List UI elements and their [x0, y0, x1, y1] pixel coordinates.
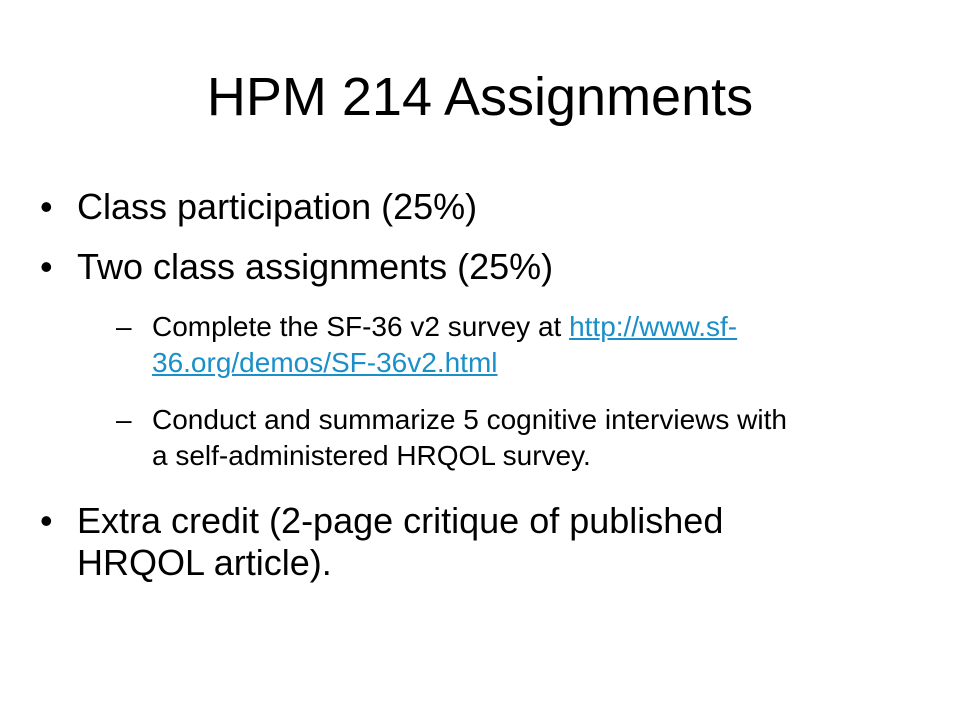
bullet-marker: •: [40, 246, 53, 287]
bullet-marker: •: [40, 500, 53, 541]
bullet-marker: •: [40, 186, 53, 227]
bullet-text: Extra credit (2-page critique of published HRQOL article).: [77, 500, 724, 583]
subbullet-prefix: Complete the SF-36 v2 survey at: [152, 311, 570, 342]
subbullet-line1: Conduct and summarize 5 cognitive interviews with: [152, 404, 787, 435]
bullet-text: Class participation (25%): [77, 186, 478, 227]
bullet-class-participation: [40, 186, 920, 228]
sf36-link-part2[interactable]: 36.org/demos/SF-36v2.html: [152, 347, 498, 378]
subbullet-line2: a self-administered HRQOL survey.: [152, 440, 591, 471]
bullet-two-class-assignments: [40, 246, 920, 288]
bullet-extra-credit: [40, 500, 840, 584]
subbullet-text: [152, 309, 924, 381]
subbullet-text: [152, 402, 924, 474]
subbullet-sf36-survey: [116, 309, 924, 381]
subbullet-cognitive-interviews: [116, 402, 924, 474]
bullet-text: Two class assignments (25%): [77, 246, 554, 287]
slide-title: HPM 214 Assignments: [206, 67, 754, 127]
sf36-link-part1[interactable]: http://www.sf-: [569, 311, 738, 342]
subbullet-marker: –: [116, 311, 132, 342]
subbullet-marker: –: [116, 404, 132, 435]
